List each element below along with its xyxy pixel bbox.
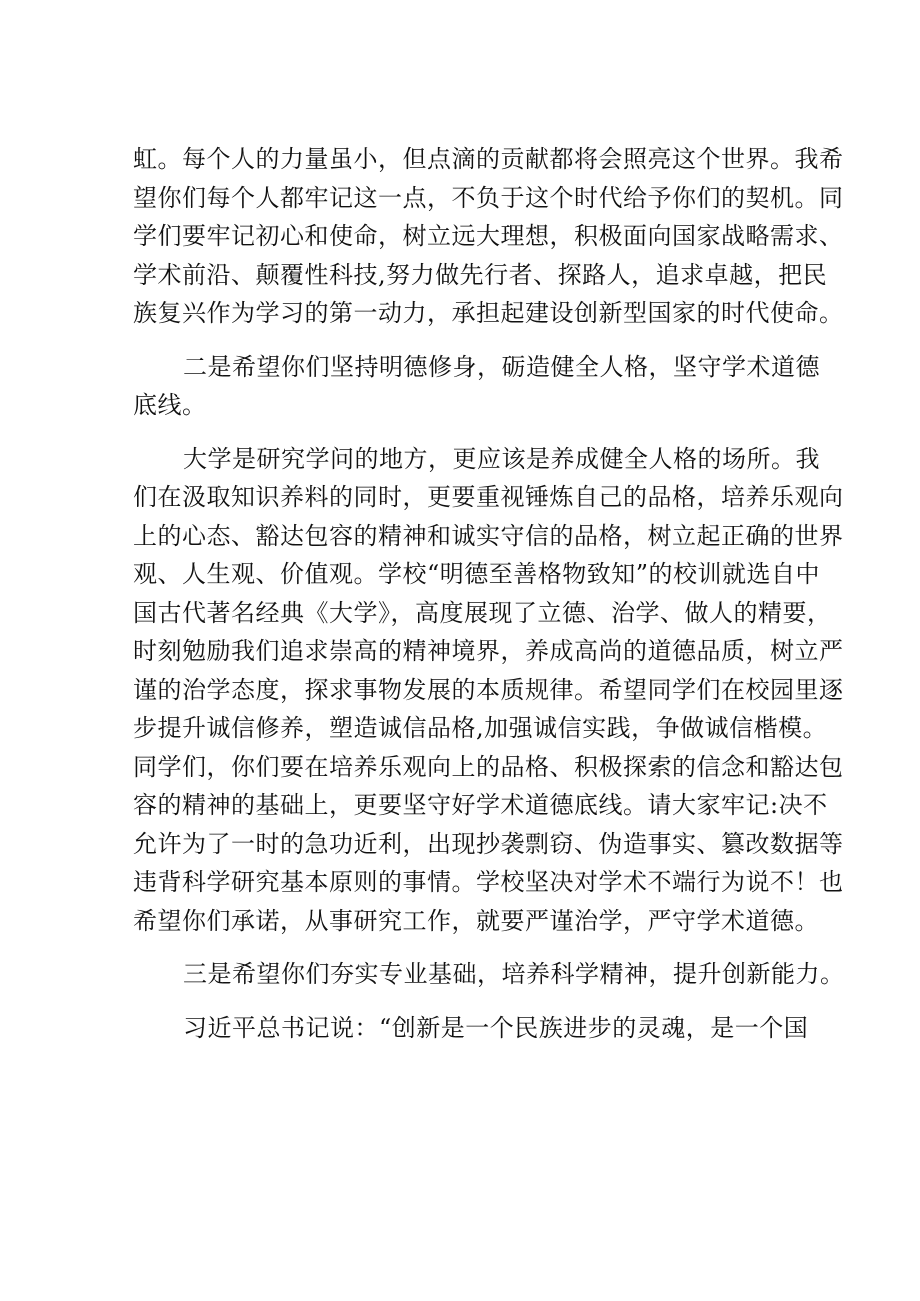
text-line: 时刻勉励我们追求崇高的精神境界，养成高尚的道德品质，树立严 bbox=[133, 637, 844, 665]
text-line: 同学们，你们要在培养乐观向上的品格、积极探索的信念和豁达包 bbox=[133, 752, 844, 781]
text-line: 二是希望你们坚持明德修身，砺造健全人格，坚守学术道德 bbox=[183, 352, 820, 381]
text-line: 违背科学研究基本原则的事情。学校坚决对学术不端行为说不！也 bbox=[133, 868, 844, 896]
paragraph-3 bbox=[133, 440, 844, 941]
text-line: 们在汲取知识养料的同时，更要重视锤炼自己的品格，培养乐观向 bbox=[133, 483, 844, 511]
text-line: 习近平总书记说：“创新是一个民族进步的灵魂，是一个国 bbox=[183, 1013, 809, 1042]
paragraph-2-heading bbox=[133, 348, 820, 425]
text-line: 族复兴作为学习的第一动力，承担起建设创新型国家的时代使命。 bbox=[133, 299, 844, 327]
text-line: 学术前沿、颠覆性科技,努力做先行者、探路人，追求卓越，把民 bbox=[133, 260, 828, 289]
text-line: 三是希望你们夯实专业基础，培养科学精神，提升创新能力。 bbox=[183, 960, 845, 988]
text-line: 容的精神的基础上，更要坚守好学术道德底线。请大家牢记:决不 bbox=[133, 791, 828, 819]
text-line: 虹。每个人的力量虽小，但点滴的贡献都将会照亮这个世界。我希 bbox=[133, 145, 844, 173]
text-line: 允许为了一时的急功近利，出现抄袭剽窃、伪造事实、篡改数据等 bbox=[133, 829, 844, 858]
text-line: 底线。 bbox=[133, 391, 207, 419]
text-line: 上的心态、豁达包容的精神和诚实守信的品格，树立起正确的世界 bbox=[133, 521, 844, 550]
document-body bbox=[133, 140, 845, 1047]
text-line: 大学是研究学问的地方，更应该是养成健全人格的场所。我 bbox=[183, 444, 820, 473]
text-line: 观、人生观、价值观。学校“明德至善格物致知”的校训就选自中 bbox=[133, 560, 821, 588]
paragraph-5 bbox=[133, 1009, 809, 1048]
text-line: 希望你们承诺，从事研究工作，就要严谨治学，严守学术道德。 bbox=[133, 906, 819, 935]
paragraph-1 bbox=[133, 140, 844, 333]
text-line: 步提升诚信修养，塑造诚信品格,加强诚信实践，争做诚信楷模。 bbox=[133, 714, 828, 742]
text-line: 学们要牢记初心和使命，树立远大理想，积极面向国家战略需求、 bbox=[133, 222, 844, 250]
text-line: 望你们每个人都牢记这一点，不负于这个时代给予你们的契机。同 bbox=[133, 183, 844, 212]
text-line: 国古代著名经典《大学》，高度展现了立德、治学、做人的精要， bbox=[133, 598, 832, 627]
paragraph-4-heading bbox=[133, 955, 845, 994]
text-line: 谨的治学态度，探求事物发展的本质规律。希望同学们在校园里逐 bbox=[133, 675, 844, 704]
